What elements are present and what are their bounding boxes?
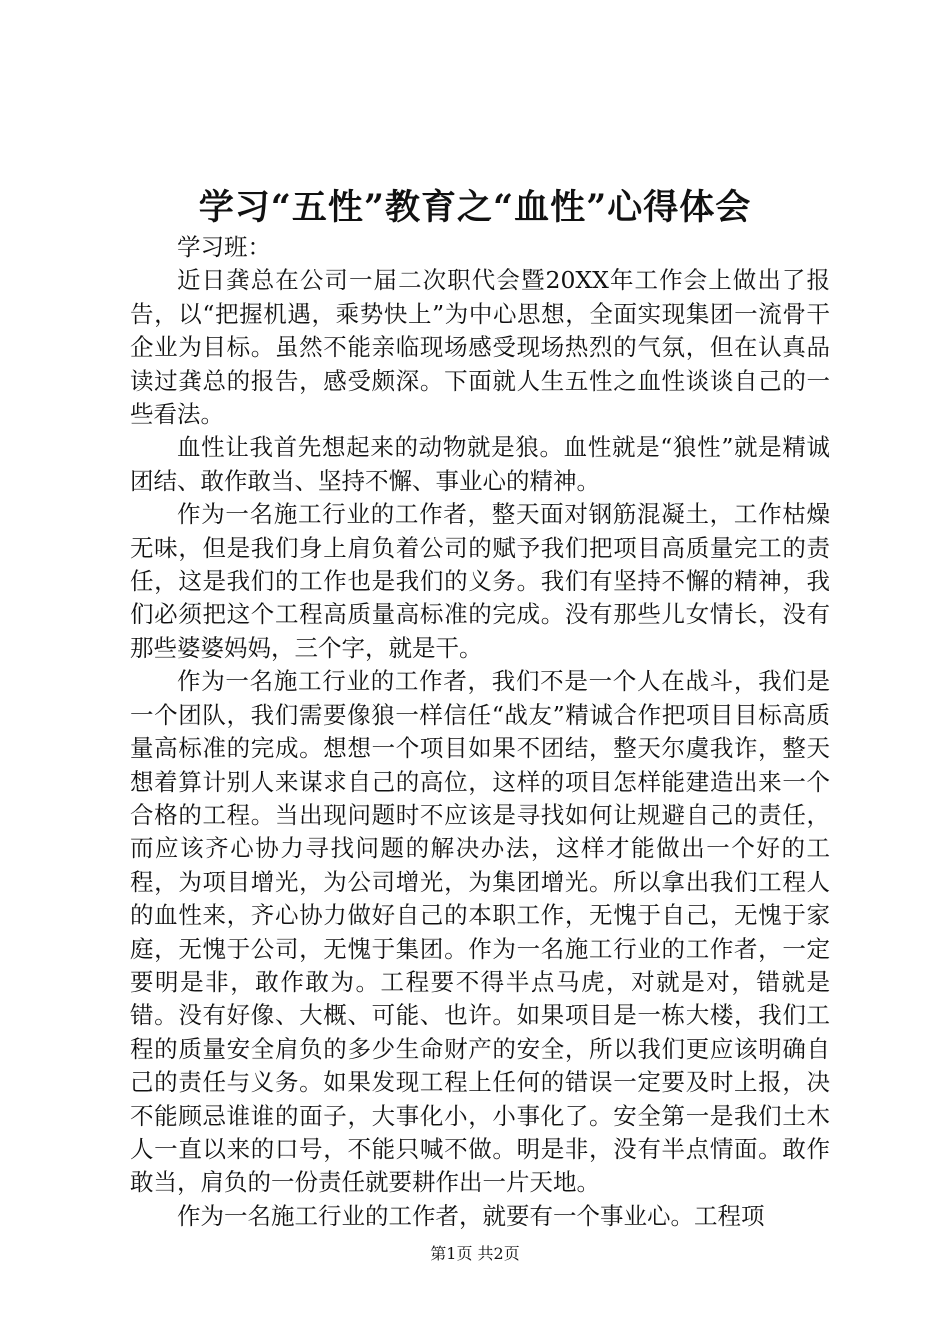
paragraph-dedication: 作为一名施工行业的工作者，就要有一个事业心。工程项 <box>177 1201 765 1230</box>
document-body <box>130 231 830 1233</box>
document-title: 学习“五性”教育之“血性”心得体会 <box>198 187 752 228</box>
paragraph-intro: 近日龚总在公司一届二次职代会暨20XX年工作会上做出了报告，以“把握机遇，乘势快上”为中心思想，全面实现集团一流骨干企业为目标。虽然不能亲临现场感受现场热烈的气氛，但在认真品读过龚总的报告，感受颇深。下面就人生五性之血性谈谈自己的一些看法。 <box>130 266 830 429</box>
page-number-footer: 第1页 共2页 <box>430 1244 520 1263</box>
paragraph-perseverance: 作为一名施工行业的工作者，整天面对钢筋混凝土，工作枯燥无味，但是我们身上肩负着公司的赋予我们把项目高质量完工的责任，这是我们的工作也是我们的义务。我们有坚持不懈的精神，我们必须把这个工程高质量高标准的完成。没有那些儿女情长，没有那些婆婆妈妈，三个字，就是干。 <box>130 500 830 662</box>
paragraph-wolf: 血性让我首先想起来的动物就是狼。血性就是“狼性”就是精诚团结、敢作敢当、坚持不懈、事业心的精神。 <box>130 433 830 495</box>
paragraph-teamwork: 作为一名施工行业的工作者，我们不是一个人在战斗，我们是一个团队，我们需要像狼一样信任“战友”精诚合作把项目目标高质量高标准的完成。想想一个项目如果不团结，整天尔虞我诈，整天想着算计别人来谋求自己的高位，这样的项目怎样能建造出来一个合格的工程。当出现问题时不应该是寻找如何让规避自己的责任，而应该齐心协力寻找问题的解决办法，这样才能做出一个好的工程，为项目增光，为公司增光，为集团增光。所以拿出我们工程人的血性来，齐心协力做好自己的本职工作，无愧于自己，无愧于家庭，无愧于公司，无愧于集团。作为一名施工行业的工作者，一定要明是非，敢作敢为。工程要不得半点马虎，对就是对，错就是错。没有好像、大概、可能、也许。如果项目是一栋大楼，我们工程的质量安全肩负的多少生命财产的安全，所以我们更应该明确自己的责任与义务。如果发现工程上任何的错误一定要及时上报，决不能顾忌谁谁的面子，大事化小，小事化了。安全第一是我们土木人一直以来的口号，不能只喊不做。明是非，没有半点情面。敢作敢当，肩负的一份责任就要耕作出一片天地。 <box>130 667 830 1197</box>
paragraph-salutation: 学习班： <box>177 233 271 261</box>
